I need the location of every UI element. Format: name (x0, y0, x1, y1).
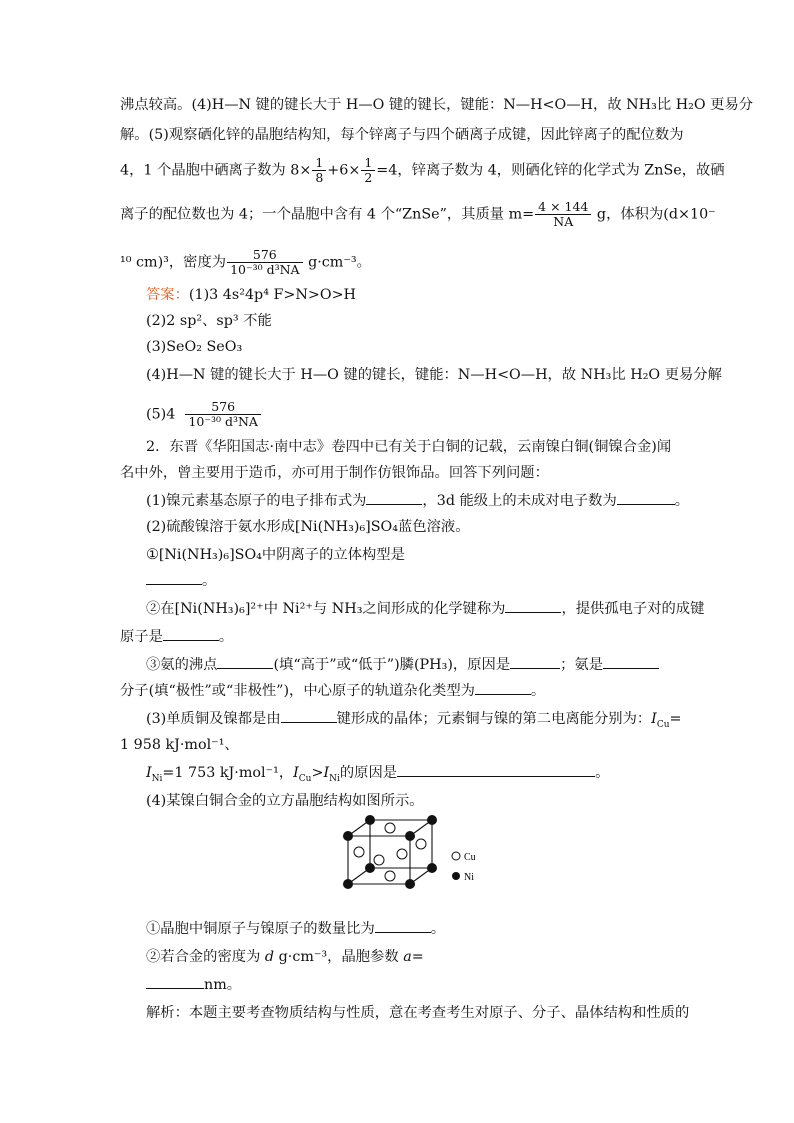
question-2-part-3-value-cu: 1 958 kJ·mol⁻¹、 (120, 737, 239, 753)
question-2-line-2: 名中外，曾主要用于造币，亦可用于制作仿银饰品。回答下列问题： (120, 465, 549, 481)
intro-line-4-text-b: g，体积为(d×10⁻ (592, 206, 716, 223)
fraction-one-eighth: $\frac{1}{8}$ (312, 156, 326, 185)
crystal-cell-figure (330, 812, 490, 916)
question-2-part-2-2-cont: 原子是 。 (120, 629, 234, 645)
intro-line-3-text-b: +6× (327, 162, 361, 179)
question-2-part-2-1: ①[Ni(NH₃)₆]SO₄中阴离子的立体构型是 (146, 547, 405, 563)
answer-blank (146, 572, 202, 585)
ni-atom (365, 815, 375, 825)
answer-5-value: (5)4 (146, 406, 176, 423)
answer-blank (603, 656, 659, 669)
legend-ni-label: Ni (464, 872, 474, 883)
answer-2: (2)2 sp²、sp³ 不能 (146, 313, 272, 329)
legend-ni-marker (452, 872, 460, 880)
question-2-part-2: (2)硫酸镍溶于氨水形成[Ni(NH₃)₆]SO₄蓝色溶液。 (146, 519, 470, 535)
cu-atom (416, 839, 426, 849)
fraction-one-half: $\frac{1}{2}$ (361, 156, 375, 185)
question-2-part-3: (3)单质铜及镍都是由 键形成的晶体；元素铜与镍的第二电离能分别为：$I_{Cu}=$ (146, 711, 682, 730)
answer-5-fraction: $\frac{576}{\text{10⁻³⁰ d³NA}}$ (185, 400, 260, 429)
ni-atom (343, 879, 353, 889)
intro-line-2: 解。(5)观察硒化锌的晶胞结构知，每个锌离子与四个硒离子成键，因此锌离子的配位数为 (120, 127, 684, 143)
answer-blank (163, 628, 219, 641)
legend-cu-label: Cu (464, 852, 476, 863)
intro-line-4-text-a: 离子的配位数也为 4；一个晶胞中含有 4 个“ZnSe”，其质量 m= (120, 206, 535, 223)
question-2-part-1: (1)镍元素基态原子的电子排布式为 ，3d 能级上的未成对电子数为 。 (146, 493, 690, 509)
answer-blank (510, 656, 560, 669)
intro-line-3-text-a: 4，1 个晶胞中硒离子数为 8× (120, 162, 312, 179)
ni-atom (427, 815, 437, 825)
answer-3: (3)SeO₂ SeO₃ (146, 339, 243, 355)
intro-line-3-text-c: =4，锌离子数为 4，则硒化锌的化学式为 ZnSe，故硒 (376, 162, 725, 179)
answer-blank (375, 920, 431, 933)
cu-atom (374, 855, 384, 865)
legend-cu-marker (452, 852, 460, 860)
ni-atom (405, 879, 415, 889)
answer-5 (146, 400, 262, 429)
question-2-line-1: 2．东晋《华阳国志·南中志》卷四中已有关于白铜的记载，云南镍白铜(铜镍合金)闻 (146, 439, 672, 455)
question-2-part-4: (4)某镍白铜合金的立方晶胞结构如图所示。 (146, 793, 424, 809)
answer-blank (217, 656, 273, 669)
ni-atom (365, 863, 375, 873)
question-2-part-4-2: ②若合金的密度为 d g·cm⁻³，晶胞参数 a= (146, 949, 424, 965)
intro-line-5-text-a: ¹⁰ cm)³，密度为 (120, 254, 227, 271)
answer-blank (366, 492, 422, 505)
intro-line-1: 沸点较高。(4)H—N 键的键长大于 H—O 键的键长，键能：N—H<O—H，故 NH₃比 H₂O 更易分 (120, 97, 754, 113)
answer-blank (281, 710, 337, 723)
fraction-mass: $\frac{4 \times 144}{NA}$ (535, 200, 591, 229)
answer-label: 答案： (146, 287, 189, 303)
question-2-part-2-1-blank-line: 。 (146, 572, 216, 590)
answer-line-1 (146, 286, 356, 304)
intro-line-5-text-b: g·cm⁻³。 (303, 254, 371, 271)
fraction-density: $\frac{576}{\text{10⁻³⁰ d³NA}}$ (227, 248, 302, 277)
answer-blank (617, 492, 675, 505)
question-2-part-2-3-cont: 分子(填“极性”或“非极性”)，中心原子的轨道杂化类型为 。 (120, 683, 546, 699)
cu-atom (397, 849, 407, 859)
answer-blank (146, 976, 204, 989)
answer-1: (1)3 4s²4p⁴ F>N>O>H (188, 287, 357, 303)
question-2-part-4-1: ①晶胞中铜原子与镍原子的数量比为 。 (146, 921, 446, 937)
answer-4: (4)H—N 键的键长大于 H—O 键的键长，键能：N—H<O—H，故 NH₃比 H₂O 更易分解 (146, 367, 722, 383)
analysis-line: 解析：本题主要考查物质结构与性质，意在考查考生对原子、分子、晶体结构和性质的 (146, 1005, 690, 1021)
ni-atom (405, 831, 415, 841)
question-2-part-2-3: ③氨的沸点 (填“高于”或“低于”)膦(PH₃)，原因是 ；氨是 (146, 656, 659, 674)
cu-atom (354, 847, 364, 857)
answer-blank (505, 600, 561, 613)
cu-atom (385, 871, 395, 881)
question-2-part-2-2: ②在[Ni(NH₃)₆]²⁺中 Ni²⁺与 NH₃之间形成的化学键称为 ，提供孤电子对的成键 (146, 601, 705, 617)
intro-line-4 (120, 200, 716, 229)
ni-atom (427, 863, 437, 873)
answer-blank (475, 682, 531, 695)
question-2-part-3-cont: $I_{Ni}=1$ 753 kJ·mol⁻¹，$I_{Cu}>I_{Ni}$的原因是 。 (146, 765, 610, 784)
intro-line-5 (120, 248, 371, 277)
answer-blank (397, 764, 595, 777)
ni-atom (343, 831, 353, 841)
intro-line-3 (120, 156, 725, 185)
cu-atom (385, 823, 395, 833)
question-2-part-4-2-cont: nm。 (146, 976, 241, 994)
